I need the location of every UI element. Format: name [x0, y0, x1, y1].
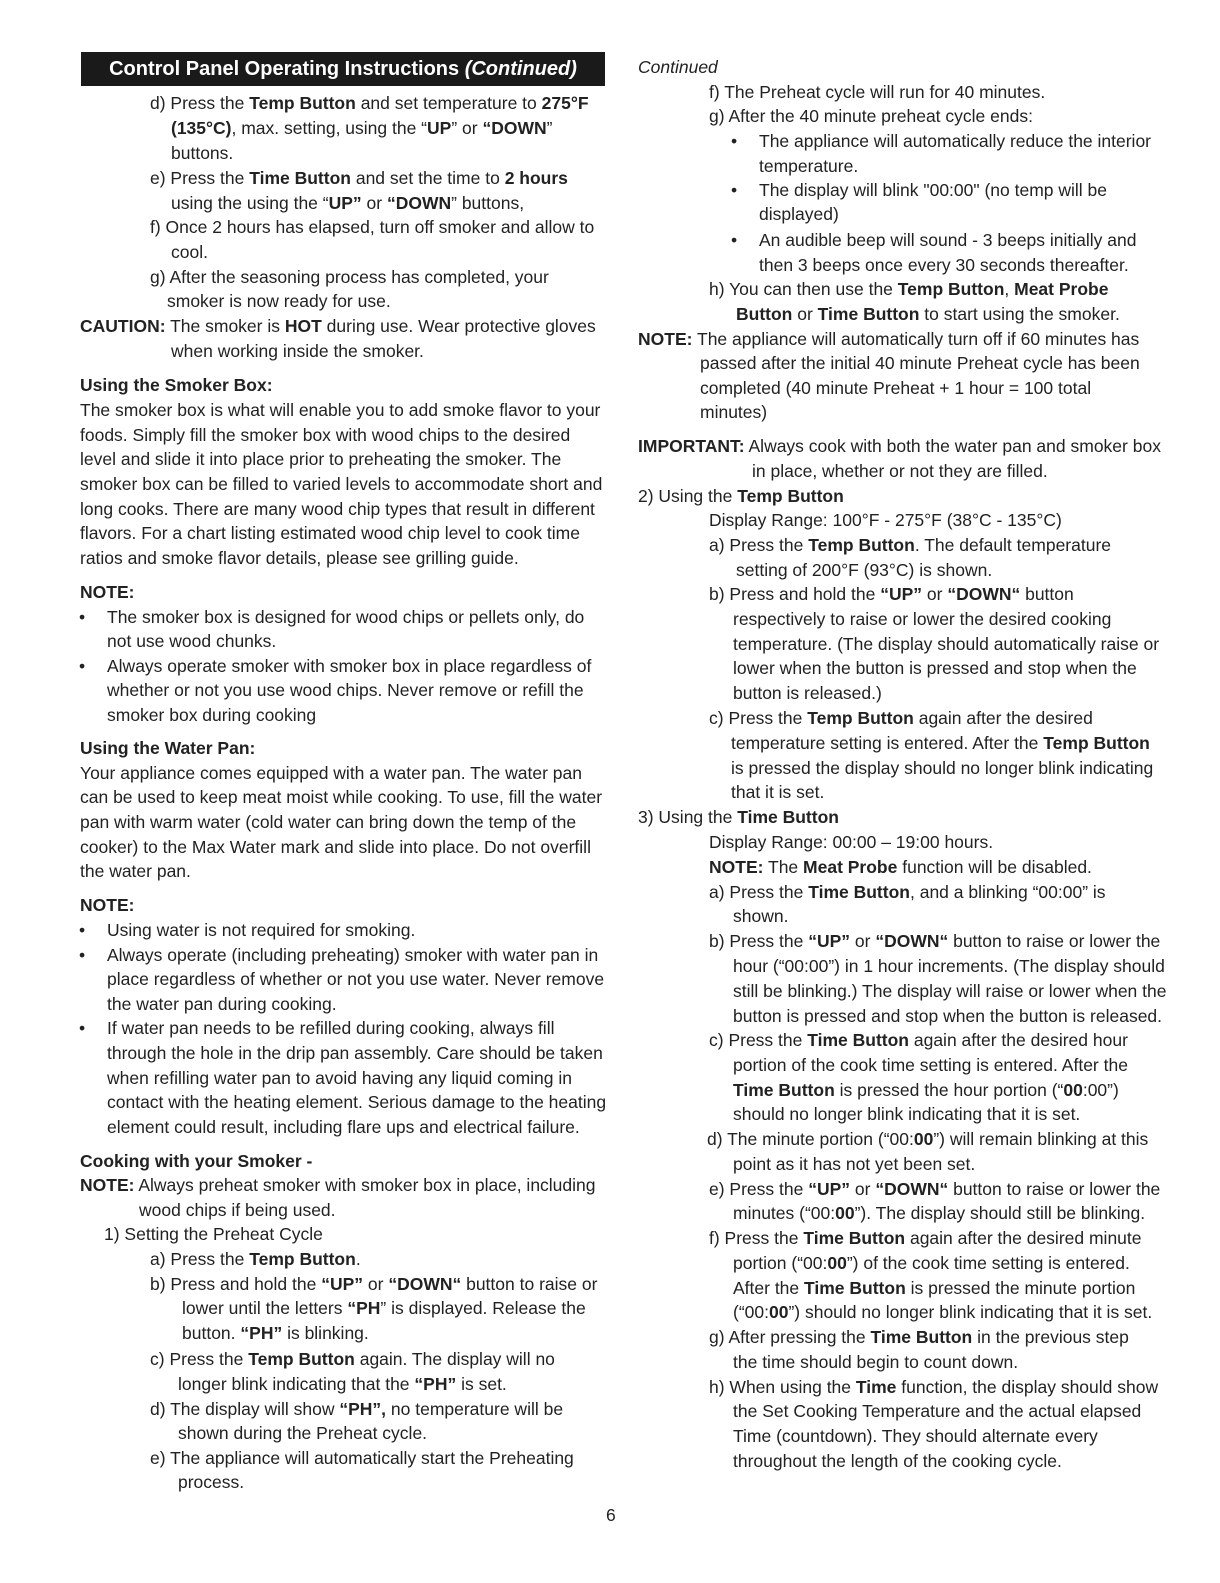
time-step-c-line4: should no longer blink indicating that it is set. — [733, 1104, 1081, 1124]
r-g-bullet-3-cont: then 3 beeps once every 30 seconds thereafter. — [759, 255, 1129, 275]
preheat-step-e-line1: e) The appliance will automatically start the Preheating — [150, 1448, 574, 1468]
water-pan-text-4: cooker) to the Max Water mark and slide into place. Do not overfill — [80, 837, 591, 857]
smoker-box-text-3: level and slide it into place prior to preheating the smoker. The — [80, 449, 562, 469]
temp-step-c-line1: c) Press the Temp Button again after the desired — [709, 708, 1093, 728]
preheat-step-b-line1: b) Press and hold the “UP” or “DOWN“ button to raise or — [150, 1274, 598, 1294]
temp-display-range: Display Range: 100°F - 275°F (38°C - 135°C) — [709, 510, 1062, 530]
water-pan-text-1: Your appliance comes equipped with a water pan. The water pan — [80, 763, 582, 783]
temp-step-c-line2: temperature setting is entered. After the Temp Button — [731, 733, 1150, 753]
time-step-c-line2: portion of the cook time setting is entered. After the — [733, 1055, 1128, 1075]
note1-bullet-2-cont1: whether or not you use wood chips. Never remove or refill the — [107, 680, 584, 700]
r-g-bullet-1: • The appliance will automatically reduce the interior — [759, 129, 1151, 153]
water-pan-text-3: pan with warm water (cold water can bring down the temp of the — [80, 812, 577, 832]
r-note-line2: passed after the initial 40 minute Preheat cycle has been — [700, 353, 1140, 373]
time-step-a-line1: a) Press the Time Button, and a blinking “00:00” is — [709, 882, 1106, 902]
step-f-line1: f) Once 2 hours has elapsed, turn off smoker and allow to — [150, 217, 595, 237]
preheat-step-b-line2: lower until the letters “PH” is displayed. Release the — [182, 1298, 586, 1318]
section-header — [81, 52, 605, 86]
smoker-box-heading: Using the Smoker Box: — [80, 375, 273, 395]
important-line1: IMPORTANT: Always cook with both the water pan and smoker box — [638, 436, 1161, 456]
step-d-line3: buttons. — [171, 143, 234, 163]
r-g-bullet-3: • An audible beep will sound - 3 beeps initially and — [759, 228, 1136, 252]
preheat-step-e-line2: process. — [178, 1472, 245, 1492]
preheat-step-d-line1: d) The display will show “PH”, no temperature will be — [150, 1399, 564, 1419]
time-step-b-line1: b) Press the “UP” or “DOWN“ button to raise or lower the — [709, 931, 1161, 951]
note2-heading: NOTE: — [80, 895, 135, 915]
preheat-step-c-line2: longer blink indicating that the “PH” is set. — [178, 1374, 507, 1394]
note1-bullet-2: • Always operate smoker with smoker box in place regardless of — [107, 654, 591, 678]
temp-step-b-line5: button is released.) — [733, 683, 882, 703]
time-step-d-line1: d) The minute portion (“00:00”) will remain blinking at this — [707, 1129, 1149, 1149]
note2-bullet-2: • Always operate (including preheating) smoker with water pan in — [107, 943, 598, 967]
note2-bullet-3-cont4: element could result, including flare ups and electrical failure. — [107, 1117, 580, 1137]
water-pan-heading: Using the Water Pan: — [80, 738, 256, 758]
time-step-h-line2: the Set Cooking Temperature and the actual elapsed — [733, 1401, 1142, 1421]
time-step-h-line1: h) When using the Time function, the display should show — [709, 1377, 1159, 1397]
smoker-box-text-1: The smoker box is what will enable you to add smoke flavor to your — [80, 400, 601, 420]
step-e-line1: e) Press the Time Button and set the time to 2 hours — [150, 168, 568, 188]
step-f-line2: cool. — [171, 242, 208, 262]
section-header-continued: (Continued) — [464, 58, 577, 80]
water-pan-text-5: the water pan. — [80, 861, 191, 881]
time-step-d-line2: point as it has not yet been set. — [733, 1154, 976, 1174]
temp-step-a-line2: setting of 200°F (93°C) is shown. — [736, 560, 993, 580]
r-step-h-line1: h) You can then use the Temp Button, Meat Probe — [709, 279, 1109, 299]
step-e-line2: using the using the “UP” or “DOWN” buttons, — [171, 193, 525, 213]
note2-bullet-3: • If water pan needs to be refilled during cooking, always fill — [107, 1016, 554, 1040]
preheat-step-d-line2: shown during the Preheat cycle. — [178, 1423, 428, 1443]
time-step-h-line4: throughout the length of the cooking cycle. — [733, 1451, 1062, 1471]
r-g-bullet-1-cont: temperature. — [759, 156, 859, 176]
temp-step-b-line1: b) Press and hold the “UP” or “DOWN“ button — [709, 584, 1074, 604]
step-d-line2: (135°C), max. setting, using the “UP” or “DOWN” — [171, 118, 553, 138]
cooking-note-line2: wood chips if being used. — [139, 1200, 336, 1220]
r-note-line1: NOTE: The appliance will automatically turn off if 60 minutes has — [638, 329, 1140, 349]
time-step-f-line4: (“00:00”) should no longer blink indicating that it is set. — [733, 1302, 1153, 1322]
r-note-line4: minutes) — [700, 402, 768, 422]
r-g-bullet-2: • The display will blink "00:00" (no temp will be — [759, 178, 1107, 202]
temp-step-b-line2: respectively to raise or lower the desired cooking — [733, 609, 1112, 629]
note1-bullet-1: • The smoker box is designed for wood chips or pellets only, do — [107, 605, 584, 629]
time-step-a-line2: shown. — [733, 906, 789, 926]
smoker-box-text-2: foods. Simply fill the smoker box with wood chips to the desired — [80, 425, 571, 445]
note1-bullet-1-cont: not use wood chunks. — [107, 631, 277, 651]
caution-line1: CAUTION: The smoker is HOT during use. Wear protective gloves — [80, 316, 596, 336]
time-step-c-line3: Time Button is pressed the hour portion (“00:00”) — [733, 1080, 1119, 1100]
time-step-b-line4: button is pressed and stop when the button is released. — [733, 1006, 1163, 1026]
water-pan-text-2: can be used to keep meat moist while cooking. To use, fill the water — [80, 787, 603, 807]
time-step-g-line1: g) After pressing the Time Button in the previous step — [709, 1327, 1129, 1347]
preheat-heading: 1) Setting the Preheat Cycle — [104, 1224, 323, 1244]
page-number: 6 — [606, 1505, 616, 1525]
cooking-note-line1: NOTE: Always preheat smoker with smoker box in place, including — [80, 1175, 596, 1195]
time-step-f-line2: portion (“00:00”) of the cook time setting is entered. — [733, 1253, 1130, 1273]
step-g-line2: smoker is now ready for use. — [167, 291, 391, 311]
smoker-box-text-5: long cooks. There are many wood chip types that result in different — [80, 499, 595, 519]
r-step-g: g) After the 40 minute preheat cycle ends: — [709, 106, 1033, 126]
r-step-h-line2: Button or Time Button to start using the smoker. — [736, 304, 1120, 324]
time-note: NOTE: The Meat Probe function will be disabled. — [709, 857, 1092, 877]
note2-bullet-1: • Using water is not required for smoking. — [107, 918, 415, 942]
note1-bullet-2-cont2: smoker box during cooking — [107, 705, 317, 725]
smoker-box-text-7: ratios and smoke flavor details, please see grilling guide. — [80, 548, 519, 568]
r-g-bullet-2-cont: displayed) — [759, 204, 839, 224]
temp-button-heading: 2) Using the Temp Button — [638, 486, 844, 506]
r-note-line3: completed (40 minute Preheat + 1 hour = 100 total — [700, 378, 1092, 398]
cooking-heading: Cooking with your Smoker - — [80, 1151, 313, 1171]
preheat-step-a: a) Press the Temp Button. — [150, 1249, 361, 1269]
temp-step-c-line4: that it is set. — [731, 782, 825, 802]
temp-step-b-line3: temperature. (The display should automatically raise or — [733, 634, 1160, 654]
temp-step-b-line4: lower when the button is pressed and stop when the — [733, 658, 1137, 678]
smoker-box-text-6: flavors. For a chart listing estimated wood chip level to cook time — [80, 523, 580, 543]
continued-label: Continued — [638, 57, 718, 77]
note2-bullet-3-cont2: when refilling water pan to avoid having any liquid coming in — [107, 1068, 572, 1088]
preheat-step-c-line1: c) Press the Temp Button again. The display will no — [150, 1349, 555, 1369]
time-step-e-line1: e) Press the “UP” or “DOWN“ button to raise or lower the — [709, 1179, 1161, 1199]
preheat-step-b-line3: button. “PH” is blinking. — [182, 1323, 369, 1343]
time-step-c-line1: c) Press the Time Button again after the desired hour — [709, 1030, 1128, 1050]
time-step-g-line2: the time should begin to count down. — [733, 1352, 1019, 1372]
time-step-b-line3: still be blinking.) The display will raise or lower when the — [733, 981, 1167, 1001]
note2-bullet-2-cont1: place regardless of whether or not you use water. Never remove — [107, 969, 605, 989]
note2-bullet-2-cont2: the water pan during cooking. — [107, 994, 337, 1014]
temp-step-a-line1: a) Press the Temp Button. The default temperature — [709, 535, 1112, 555]
note2-bullet-3-cont3: contact with the heating element. Serious damage to the heating — [107, 1092, 607, 1112]
time-step-h-line3: Time (countdown). They should alternate every — [733, 1426, 1098, 1446]
time-step-b-line2: hour (“00:00”) in 1 hour increments. (The display should — [733, 956, 1165, 976]
section-header-title: Control Panel Operating Instructions — [109, 58, 460, 80]
time-step-f-line1: f) Press the Time Button again after the desired minute — [709, 1228, 1142, 1248]
caution-line2: when working inside the smoker. — [171, 341, 424, 361]
time-display-range: Display Range: 00:00 – 19:00 hours. — [709, 832, 994, 852]
time-button-heading: 3) Using the Time Button — [638, 807, 839, 827]
temp-step-c-line3: is pressed the display should no longer blink indicating — [731, 758, 1154, 778]
note2-bullet-3-cont1: through the hole in the drip pan assembly. Care should be taken — [107, 1043, 603, 1063]
step-g-line1: g) After the seasoning process has completed, your — [150, 267, 549, 287]
important-line2: in place, whether or not they are filled. — [752, 461, 1048, 481]
note1-heading: NOTE: — [80, 582, 135, 602]
smoker-box-text-4: smoker box can be filled to varied levels to accommodate short and — [80, 474, 603, 494]
time-step-e-line2: minutes (“00:00”). The display should still be blinking. — [733, 1203, 1146, 1223]
step-d-line1: d) Press the Temp Button and set temperature to 275°F — [150, 93, 589, 113]
time-step-f-line3: After the Time Button is pressed the minute portion — [733, 1278, 1136, 1298]
r-step-f: f) The Preheat cycle will run for 40 minutes. — [709, 82, 1046, 102]
